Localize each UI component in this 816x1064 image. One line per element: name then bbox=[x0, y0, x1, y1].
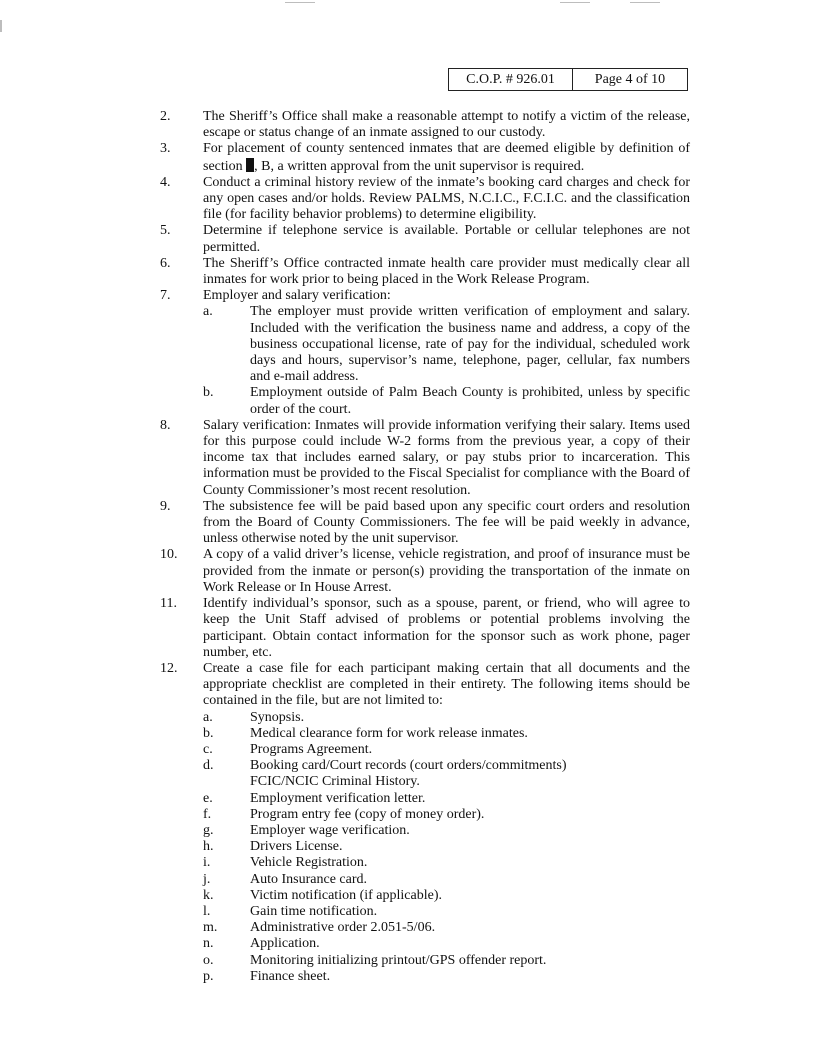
item-number: 11. bbox=[160, 596, 177, 612]
item-text: Create a case file for each participant making certain that all documents and the appropriate checklist are completed in their entirety. The following items should be contained in the file, but are not limited to: bbox=[203, 660, 690, 709]
sub-item-letter: a. bbox=[203, 304, 213, 320]
checklist-item bbox=[203, 920, 690, 936]
checklist-item bbox=[203, 807, 690, 823]
item-text: Employer and salary verification: bbox=[203, 288, 391, 304]
sub-item-letter: o. bbox=[203, 952, 214, 968]
document-reference-box bbox=[448, 68, 688, 91]
item-text bbox=[203, 141, 690, 174]
page-number: Page 4 of 10 bbox=[594, 71, 666, 87]
list-item bbox=[160, 141, 690, 174]
item-number: 12. bbox=[160, 660, 178, 676]
sub-item-letter: k. bbox=[203, 887, 214, 903]
sub-item-letter: e. bbox=[203, 790, 213, 806]
checklist-item bbox=[203, 969, 690, 985]
sub-item-text: The employer must provide written verification of employment and salary. Included with the verification the business name and address, a copy of the business occupational license, rate of pay for the individual, scheduled work days and hours, supervisor’s name, telephone, pager, cellular, fax numbers and e-mail address. bbox=[250, 304, 690, 385]
sub-item-text: Synopsis. bbox=[250, 709, 305, 725]
sub-item-letter: p. bbox=[203, 968, 214, 984]
item-text: Conduct a criminal history review of the inmate’s booking card charges and check for any open cases and/or holds. Review PALMS, N.C.I.C., F.C.I.C. and the classification file (for facility behavior problems) to determine eligibility. bbox=[203, 174, 690, 223]
sub-item-text: Booking card/Court records (court orders/commitments) bbox=[250, 758, 567, 774]
checklist-item bbox=[203, 855, 690, 871]
list-item bbox=[160, 418, 690, 499]
sub-item-letter: b. bbox=[203, 725, 214, 741]
sub-item-letter: m. bbox=[203, 920, 218, 936]
sub-item-text: Employer wage verification. bbox=[250, 822, 410, 838]
item-number: 10. bbox=[160, 547, 178, 563]
item-number: 5. bbox=[160, 223, 171, 239]
item-text: The Sheriff’s Office shall make a reasonable attempt to notify a victim of the release, escape or status change of an inmate assigned to our custody. bbox=[203, 109, 690, 141]
sub-item-text: Application. bbox=[250, 936, 320, 952]
item-text-part: , B, a written approval from the unit supervisor is required. bbox=[254, 158, 585, 174]
checklist-item bbox=[203, 839, 690, 855]
sub-item-text: Administrative order 2.051-5/06. bbox=[250, 920, 436, 936]
sub-item-text: Medical clearance form for work release inmates. bbox=[250, 725, 528, 741]
sub-item-letter: d. bbox=[203, 758, 214, 774]
item-number: 7. bbox=[160, 288, 171, 304]
cop-number: C.O.P. # 926.01 bbox=[449, 69, 573, 90]
redaction-block bbox=[246, 158, 254, 172]
checklist-item bbox=[203, 904, 690, 920]
list-item bbox=[160, 547, 690, 596]
item-text: A copy of a valid driver’s license, vehicle registration, and proof of insurance must be provided from the inmate or person(s) providing the transportation of the inmate on Work Release or In House Arrest. bbox=[203, 547, 690, 595]
sub-item-text: Employment verification letter. bbox=[250, 790, 426, 806]
list-item bbox=[160, 596, 690, 661]
sub-item-letter: h. bbox=[203, 839, 214, 855]
item-text: The Sheriff’s Office contracted inmate health care provider must medically clear all inmates for work prior to being placed in the Work Release Program. bbox=[203, 255, 690, 288]
sub-item-letter: f. bbox=[203, 806, 212, 822]
item-text: Salary verification: Inmates will provide information verifying their salary. Items used for this purpose could include W-2 forms from the previous year, a copy of their income tax that includes earned salary, or pay stubs prior to incarceration. This information must be provided to the Fiscal Specialist for compliance with the Board of County Commissioner’s most recent resolution. bbox=[203, 417, 690, 498]
item-text: The subsistence fee will be paid based upon any specific court orders and resolution from the Board of County Commissioners. The fee will be paid weekly in advance, unless otherwise noted by the unit supervisor. bbox=[203, 498, 690, 547]
sub-item-text: Employment outside of Palm Beach County is prohibited, unless by specific order of the court. bbox=[250, 385, 690, 417]
item-text-part: For placement of county sentenced inmates that are deemed eligible by definition of section bbox=[203, 141, 690, 174]
sub-item-text: Vehicle Registration. bbox=[250, 855, 368, 871]
checklist-item bbox=[203, 758, 690, 790]
checklist-item bbox=[203, 791, 690, 807]
checklist-item bbox=[203, 936, 690, 952]
item-number: 4. bbox=[160, 174, 171, 190]
sub-item-letter: b. bbox=[203, 385, 214, 401]
sub-item-text: Programs Agreement. bbox=[250, 741, 373, 757]
sub-item-text: Program entry fee (copy of money order). bbox=[250, 806, 485, 822]
sub-item-text: Auto Insurance card. bbox=[250, 871, 368, 887]
list-item bbox=[160, 109, 690, 141]
scan-artifact bbox=[630, 2, 660, 3]
checklist-item bbox=[203, 872, 690, 888]
item-number: 6. bbox=[160, 255, 171, 271]
item-number: 3. bbox=[160, 141, 171, 157]
checklist-item bbox=[203, 726, 690, 742]
list-item bbox=[160, 256, 690, 288]
sub-item-letter: j. bbox=[203, 871, 211, 887]
scan-artifact bbox=[0, 20, 2, 32]
list-item bbox=[160, 288, 690, 418]
scan-artifact bbox=[560, 2, 590, 3]
item-number: 8. bbox=[160, 417, 171, 433]
item-text: Identify individual’s sponsor, such as a spouse, parent, or friend, who will agree to keep the Unit Staff advised of problems or potential problems involving the participant. Obtain contact information for the sponsor such as work phone, pager number, etc. bbox=[203, 596, 690, 660]
checklist-item bbox=[203, 953, 690, 969]
sub-item-text: Drivers License. bbox=[250, 839, 343, 855]
sub-item bbox=[203, 385, 690, 417]
item-text: Determine if telephone service is available. Portable or cellular telephones are not permitted. bbox=[203, 223, 690, 255]
sub-item-text: Finance sheet. bbox=[250, 968, 331, 984]
checklist-item bbox=[203, 710, 690, 726]
procedure-list bbox=[160, 109, 690, 985]
sub-item-text: Gain time notification. bbox=[250, 903, 378, 919]
sub-item-letter: l. bbox=[203, 903, 211, 919]
checklist-item bbox=[203, 888, 690, 904]
sub-item-letter: n. bbox=[203, 936, 214, 952]
item-number: 9. bbox=[160, 498, 171, 514]
checklist-item bbox=[203, 823, 690, 839]
sub-item-letter: c. bbox=[203, 741, 213, 757]
list-item bbox=[160, 499, 690, 548]
sub-item-text-continued: FCIC/NCIC Criminal History. bbox=[250, 774, 420, 790]
list-item bbox=[160, 223, 690, 255]
sub-item-text: Victim notification (if applicable). bbox=[250, 887, 442, 903]
scan-artifact bbox=[285, 2, 315, 3]
sub-item-letter: a. bbox=[203, 709, 213, 725]
sub-item-text: Monitoring initializing printout/GPS offender report. bbox=[250, 952, 547, 968]
sub-item bbox=[203, 304, 690, 385]
item-number: 2. bbox=[160, 109, 171, 124]
sub-item-letter: g. bbox=[203, 822, 214, 838]
list-item bbox=[160, 661, 690, 985]
list-item bbox=[160, 175, 690, 224]
sub-item-letter: i. bbox=[203, 855, 211, 871]
checklist-item bbox=[203, 742, 690, 758]
